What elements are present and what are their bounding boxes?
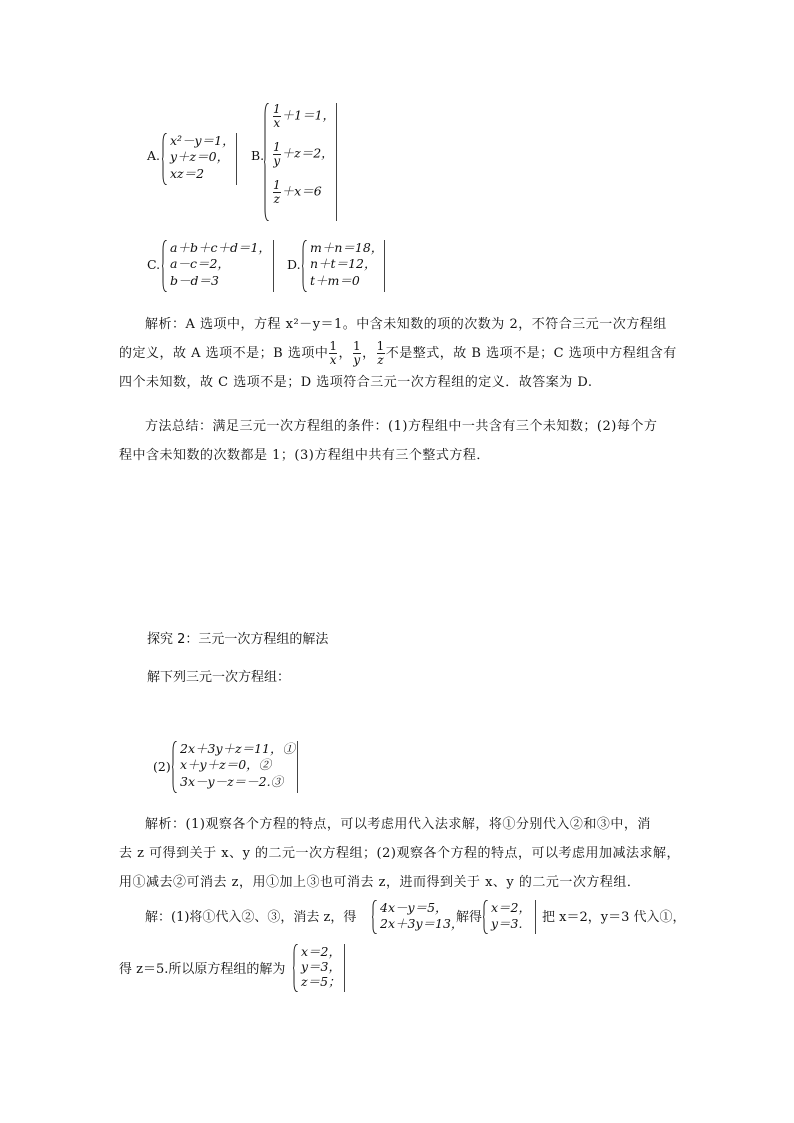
- equation: y＋z＝0，: [170, 149, 230, 165]
- equation: b－d＝3: [170, 272, 219, 288]
- equation: y＝3.: [491, 915, 523, 931]
- equation: 4x－y＝5，: [380, 900, 448, 915]
- equation: 2x＋3y＋z＝11，①: [180, 741, 296, 756]
- left-brace-icon: [293, 944, 299, 992]
- left-brace-icon: [264, 103, 270, 221]
- left-brace-icon: [372, 900, 378, 934]
- left-brace-icon: [162, 133, 168, 185]
- left-brace-icon: [172, 741, 178, 793]
- option-a-label: A.: [147, 148, 161, 163]
- method-summary: 方法总结：满足三元一次方程组的条件：(1)方程组中一共含有三个未知数；(2)每个方 程中含未知数的次数都是 1；(3)方程组中共有三个整式方程．: [119, 419, 658, 463]
- solution-system-c: [293, 944, 347, 992]
- left-brace-icon: [302, 240, 308, 292]
- equation: x²－y＝1，: [170, 133, 235, 148]
- fraction: $\frac{1}{z}$: [376, 339, 385, 367]
- left-brace-icon: [483, 900, 489, 934]
- equation: z＝5；: [301, 974, 341, 989]
- equation: m＋n＝18，: [310, 240, 384, 255]
- option-d-label: D.: [287, 257, 301, 272]
- equation: y＝3，: [301, 959, 342, 974]
- solution-system-a: [372, 900, 464, 934]
- option-c-system: [162, 240, 276, 292]
- equation: x＋y＋z＝0，②: [180, 757, 272, 773]
- equation: xz＝2: [170, 165, 205, 181]
- equation: n＋t＝12，: [310, 256, 377, 272]
- option-a-system: [162, 133, 240, 185]
- section-heading: 探究 2：三元一次方程组的解法: [147, 632, 329, 647]
- analysis-paragraph-1: 解析：A 选项中，方程 x²－y＝1。中含未知数的项的次数为 2，不符合三元一次方程组 的定义，故 A 选项不是；B 选项中 $\frac{1}{x}$ ， $\frac{1}{y}$ ， $\frac{1}{z}$ 不是整式，故 B 选项不是；C 选项中方程组含有 四个未知数，故 C 选项不是；D 选项符合三元一次方程组的定义．故答案为 D.: [119, 317, 677, 390]
- fraction: $\frac{1}{y}$: [353, 339, 362, 367]
- analysis-paragraph-2: 解析：(1)观察各个方程的特点，可以考虑用代入法求解，将①分别代入②和③中，消 去 z 可得到关于 x、y 的二元一次方程组；(2)观察各个方程的特点，可以考虑用加减法求解， 用①减去②可消去 z，用①加上③也可消去 z，进而得到关于 x、y 的二元一次方程组．: [119, 817, 680, 890]
- equation: a＋b＋c＋d＝1，: [170, 240, 271, 255]
- left-brace-icon: [162, 240, 168, 292]
- section-prompt: 解下列三元一次方程组：: [147, 670, 291, 685]
- equation: 2x＋3y＝13，: [380, 915, 464, 931]
- fraction: $\frac{1}{y}$: [273, 140, 281, 168]
- option-b-label: B.: [251, 148, 265, 163]
- equation: x＝2，: [301, 944, 342, 959]
- solution-text-1: 解：(1)将①代入②、③，消去 z，得: [145, 910, 357, 925]
- fraction: $\frac{1}{x}$: [273, 102, 281, 130]
- equation: x＝2，: [491, 900, 532, 915]
- problem-2-system: [172, 741, 300, 793]
- problem-label: (2): [153, 759, 171, 774]
- fraction: $\frac{1}{z}$: [273, 178, 281, 206]
- option-b-system: $\frac{1}{x}$ ＋1＝1， $\frac{1}{y}$ ＋z＝2， $\frac{1}{z}$ ＋x＝6: [264, 103, 340, 221]
- equation: a－c＝2，: [170, 256, 230, 272]
- option-c-label: C.: [147, 257, 161, 272]
- equation: 3x－y－z＝－2.③: [180, 773, 284, 789]
- solution-text-3: 把 x＝2，y＝3 代入①，: [542, 910, 686, 925]
- equation: t＋m＝0: [310, 272, 360, 288]
- option-d-system: [302, 240, 386, 292]
- solution-system-b: [483, 900, 539, 934]
- solution-text-2: 解得: [456, 910, 483, 925]
- fraction: $\frac{1}{x}$: [329, 339, 338, 367]
- solution-text-4: 得 z＝5.所以原方程组的解为: [119, 962, 286, 977]
